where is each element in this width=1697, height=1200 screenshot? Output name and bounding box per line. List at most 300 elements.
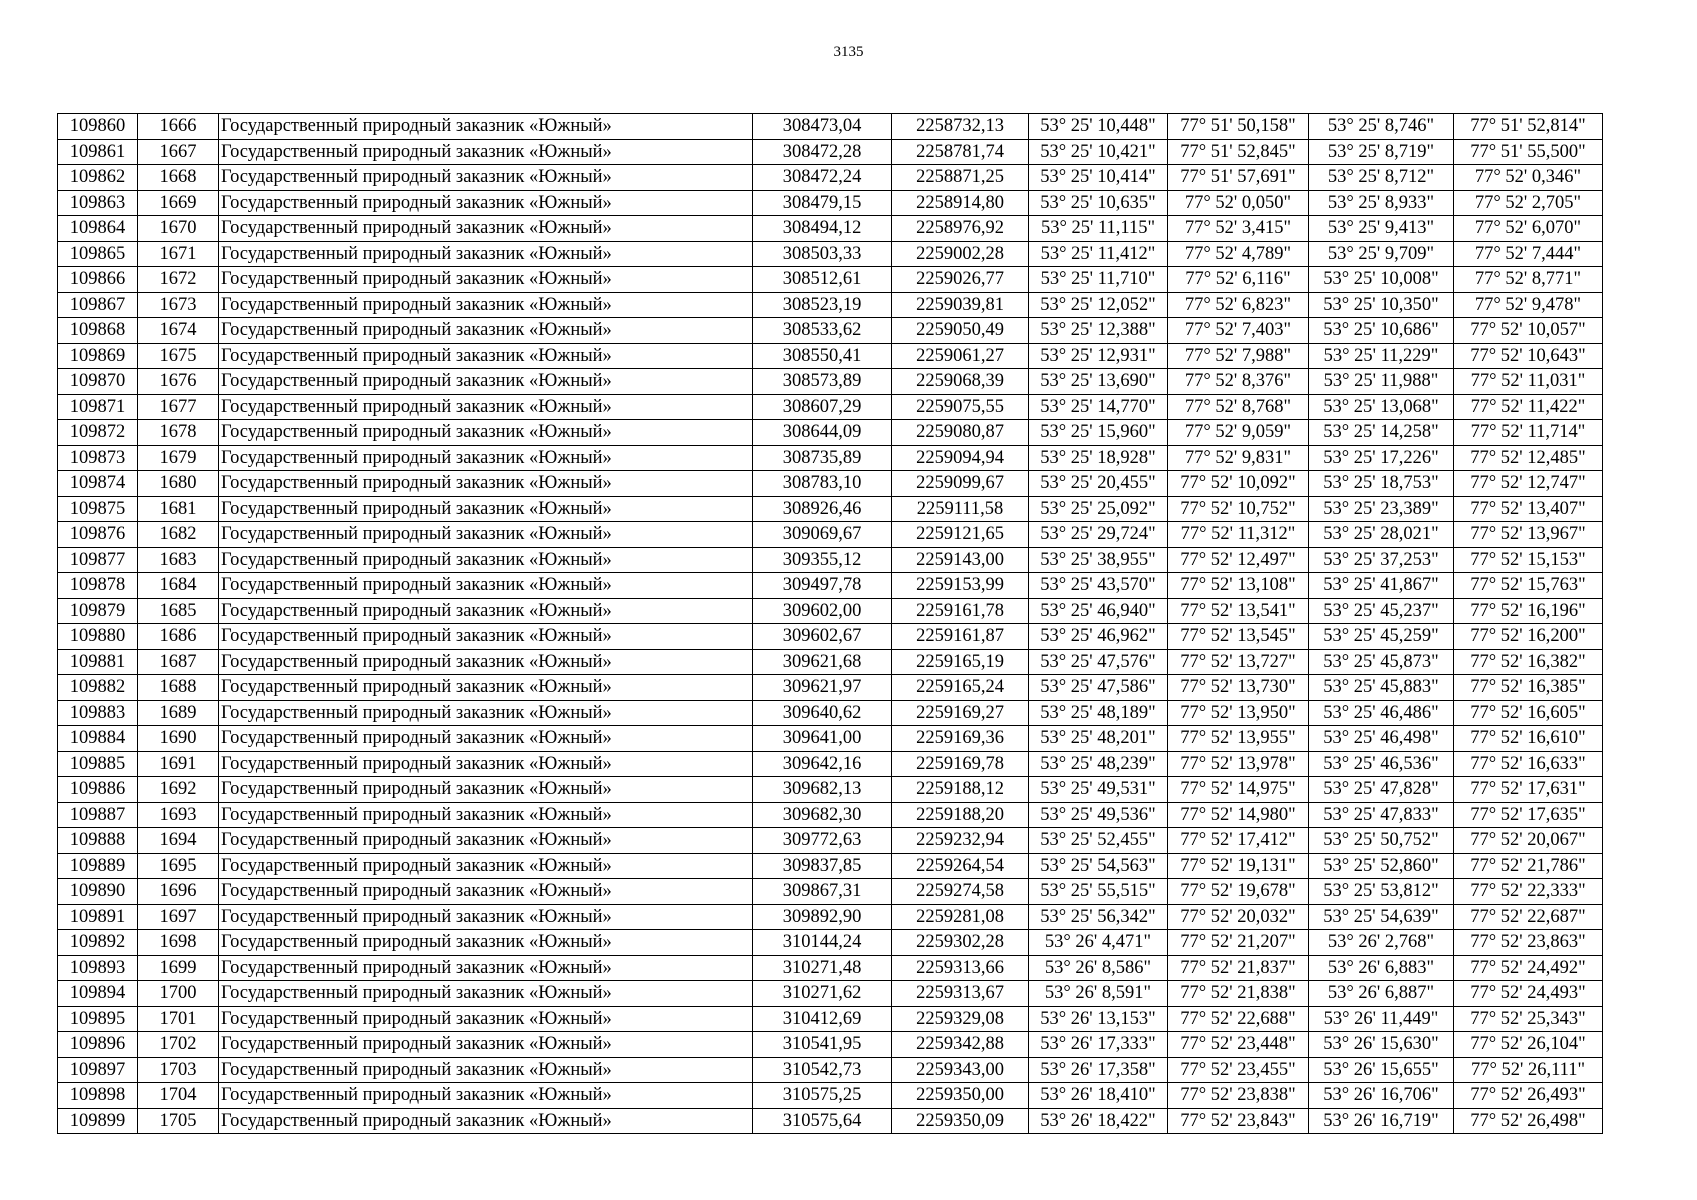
coord-y-cell: 2259161,78 [892,598,1029,624]
table-row [58,1108,1603,1134]
row-id-cell: 109894 [58,981,138,1007]
longitude-2-cell: 77° 52' 10,057" [1454,318,1603,344]
latitude-2-cell: 53° 25' 9,709" [1309,241,1454,267]
coord-x-cell: 310144,24 [753,930,892,956]
coord-x-cell: 308533,62 [753,318,892,344]
latitude-2-cell: 53° 25' 14,258" [1309,420,1454,446]
latitude-1-cell: 53° 25' 43,570" [1029,573,1168,599]
latitude-1-cell: 53° 25' 46,962" [1029,624,1168,650]
longitude-1-cell: 77° 52' 8,376" [1168,369,1309,395]
point-number-cell: 1685 [138,598,219,624]
coord-x-cell: 309642,16 [753,751,892,777]
longitude-2-cell: 77° 52' 24,492" [1454,955,1603,981]
point-number-cell: 1680 [138,471,219,497]
latitude-2-cell: 53° 26' 16,719" [1309,1108,1454,1134]
coord-y-cell: 2259165,24 [892,675,1029,701]
row-id-cell: 109893 [58,955,138,981]
latitude-2-cell: 53° 25' 54,639" [1309,904,1454,930]
longitude-1-cell: 77° 52' 12,497" [1168,547,1309,573]
row-id-cell: 109860 [58,114,138,140]
coord-x-cell: 309867,31 [753,879,892,905]
zone-name-cell: Государственный природный заказник «Южный» [219,114,753,140]
coord-y-cell: 2259313,66 [892,955,1029,981]
coord-y-cell: 2259302,28 [892,930,1029,956]
zone-name-cell: Государственный природный заказник «Южный» [219,292,753,318]
table-row [58,802,1603,828]
zone-name-cell: Государственный природный заказник «Южный» [219,930,753,956]
coord-y-cell: 2259039,81 [892,292,1029,318]
point-number-cell: 1691 [138,751,219,777]
longitude-1-cell: 77° 52' 23,455" [1168,1057,1309,1083]
point-number-cell: 1698 [138,930,219,956]
zone-name-cell: Государственный природный заказник «Южный» [219,981,753,1007]
coord-y-cell: 2259075,55 [892,394,1029,420]
longitude-1-cell: 77° 52' 13,978" [1168,751,1309,777]
coord-y-cell: 2259350,00 [892,1083,1029,1109]
zone-name-cell: Государственный природный заказник «Южный» [219,624,753,650]
table-row [58,649,1603,675]
row-id-cell: 109898 [58,1083,138,1109]
latitude-2-cell: 53° 26' 6,887" [1309,981,1454,1007]
longitude-1-cell: 77° 52' 23,843" [1168,1108,1309,1134]
longitude-2-cell: 77° 52' 15,153" [1454,547,1603,573]
coord-x-cell: 308479,15 [753,190,892,216]
coord-x-cell: 310541,95 [753,1032,892,1058]
longitude-1-cell: 77° 52' 13,955" [1168,726,1309,752]
point-number-cell: 1677 [138,394,219,420]
latitude-2-cell: 53° 25' 46,498" [1309,726,1454,752]
latitude-1-cell: 53° 25' 11,412" [1029,241,1168,267]
coord-x-cell: 309621,68 [753,649,892,675]
zone-name-cell: Государственный природный заказник «Южный» [219,1108,753,1134]
coord-y-cell: 2258732,13 [892,114,1029,140]
longitude-2-cell: 77° 52' 6,070" [1454,216,1603,242]
latitude-1-cell: 53° 25' 11,115" [1029,216,1168,242]
point-number-cell: 1678 [138,420,219,446]
point-number-cell: 1683 [138,547,219,573]
coord-y-cell: 2259343,00 [892,1057,1029,1083]
coord-x-cell: 309641,00 [753,726,892,752]
zone-name-cell: Государственный природный заказник «Южный» [219,802,753,828]
table-row [58,598,1603,624]
coord-x-cell: 309497,78 [753,573,892,599]
longitude-2-cell: 77° 52' 16,385" [1454,675,1603,701]
latitude-1-cell: 53° 25' 46,940" [1029,598,1168,624]
table-row [58,955,1603,981]
row-id-cell: 109868 [58,318,138,344]
row-id-cell: 109888 [58,828,138,854]
zone-name-cell: Государственный природный заказник «Южный» [219,1083,753,1109]
latitude-2-cell: 53° 25' 10,350" [1309,292,1454,318]
longitude-1-cell: 77° 52' 22,688" [1168,1006,1309,1032]
coordinates-table [57,113,1603,1134]
point-number-cell: 1692 [138,777,219,803]
coord-x-cell: 309069,67 [753,522,892,548]
latitude-2-cell: 53° 25' 23,389" [1309,496,1454,522]
point-number-cell: 1674 [138,318,219,344]
coord-x-cell: 310542,73 [753,1057,892,1083]
table-row [58,700,1603,726]
table-row [58,930,1603,956]
longitude-1-cell: 77° 52' 14,980" [1168,802,1309,828]
point-number-cell: 1670 [138,216,219,242]
coord-x-cell: 309837,85 [753,853,892,879]
latitude-1-cell: 53° 25' 12,388" [1029,318,1168,344]
zone-name-cell: Государственный природный заказник «Южный» [219,445,753,471]
coord-y-cell: 2259094,94 [892,445,1029,471]
row-id-cell: 109890 [58,879,138,905]
row-id-cell: 109864 [58,216,138,242]
coord-y-cell: 2259329,08 [892,1006,1029,1032]
point-number-cell: 1682 [138,522,219,548]
row-id-cell: 109897 [58,1057,138,1083]
latitude-1-cell: 53° 25' 10,414" [1029,165,1168,191]
table-row [58,547,1603,573]
longitude-2-cell: 77° 52' 26,104" [1454,1032,1603,1058]
point-number-cell: 1694 [138,828,219,854]
coord-y-cell: 2259050,49 [892,318,1029,344]
coord-x-cell: 309772,63 [753,828,892,854]
row-id-cell: 109873 [58,445,138,471]
zone-name-cell: Государственный природный заказник «Южный» [219,879,753,905]
latitude-2-cell: 53° 25' 8,933" [1309,190,1454,216]
zone-name-cell: Государственный природный заказник «Южный» [219,751,753,777]
latitude-2-cell: 53° 25' 10,686" [1309,318,1454,344]
longitude-1-cell: 77° 52' 10,092" [1168,471,1309,497]
zone-name-cell: Государственный природный заказник «Южный» [219,496,753,522]
coord-y-cell: 2259099,67 [892,471,1029,497]
zone-name-cell: Государственный природный заказник «Южный» [219,573,753,599]
table-row [58,879,1603,905]
row-id-cell: 109885 [58,751,138,777]
coord-y-cell: 2259111,58 [892,496,1029,522]
longitude-2-cell: 77° 52' 16,610" [1454,726,1603,752]
table-row [58,114,1603,140]
point-number-cell: 1700 [138,981,219,1007]
latitude-1-cell: 53° 25' 48,201" [1029,726,1168,752]
longitude-1-cell: 77° 52' 13,108" [1168,573,1309,599]
longitude-1-cell: 77° 52' 13,730" [1168,675,1309,701]
latitude-2-cell: 53° 26' 15,655" [1309,1057,1454,1083]
row-id-cell: 109861 [58,139,138,165]
zone-name-cell: Государственный природный заказник «Южный» [219,394,753,420]
coord-y-cell: 2258871,25 [892,165,1029,191]
latitude-2-cell: 53° 25' 53,812" [1309,879,1454,905]
coord-x-cell: 308735,89 [753,445,892,471]
zone-name-cell: Государственный природный заказник «Южный» [219,828,753,854]
longitude-1-cell: 77° 52' 19,131" [1168,853,1309,879]
point-number-cell: 1672 [138,267,219,293]
latitude-1-cell: 53° 25' 12,931" [1029,343,1168,369]
point-number-cell: 1703 [138,1057,219,1083]
point-number-cell: 1704 [138,1083,219,1109]
point-number-cell: 1690 [138,726,219,752]
longitude-2-cell: 77° 52' 9,478" [1454,292,1603,318]
longitude-1-cell: 77° 52' 11,312" [1168,522,1309,548]
table-row [58,139,1603,165]
row-id-cell: 109872 [58,420,138,446]
row-id-cell: 109875 [58,496,138,522]
zone-name-cell: Государственный природный заказник «Южный» [219,522,753,548]
longitude-2-cell: 77° 52' 12,485" [1454,445,1603,471]
longitude-2-cell: 77° 52' 12,747" [1454,471,1603,497]
latitude-1-cell: 53° 26' 8,591" [1029,981,1168,1007]
coord-y-cell: 2259080,87 [892,420,1029,446]
row-id-cell: 109892 [58,930,138,956]
latitude-2-cell: 53° 25' 17,226" [1309,445,1454,471]
longitude-2-cell: 77° 52' 11,422" [1454,394,1603,420]
latitude-2-cell: 53° 25' 37,253" [1309,547,1454,573]
zone-name-cell: Государственный природный заказник «Южный» [219,241,753,267]
longitude-1-cell: 77° 52' 7,988" [1168,343,1309,369]
longitude-2-cell: 77° 52' 21,786" [1454,853,1603,879]
latitude-2-cell: 53° 26' 16,706" [1309,1083,1454,1109]
coord-x-cell: 308573,89 [753,369,892,395]
table-row [58,343,1603,369]
row-id-cell: 109869 [58,343,138,369]
table-row [58,394,1603,420]
longitude-1-cell: 77° 52' 9,831" [1168,445,1309,471]
coord-y-cell: 2259350,09 [892,1108,1029,1134]
latitude-2-cell: 53° 25' 28,021" [1309,522,1454,548]
longitude-2-cell: 77° 51' 55,500" [1454,139,1603,165]
latitude-1-cell: 53° 25' 29,724" [1029,522,1168,548]
coord-x-cell: 308512,61 [753,267,892,293]
coord-y-cell: 2259188,20 [892,802,1029,828]
latitude-1-cell: 53° 25' 18,928" [1029,445,1168,471]
coord-y-cell: 2259068,39 [892,369,1029,395]
zone-name-cell: Государственный природный заказник «Южный» [219,649,753,675]
coord-x-cell: 308473,04 [753,114,892,140]
coord-y-cell: 2259026,77 [892,267,1029,293]
coord-y-cell: 2258914,80 [892,190,1029,216]
longitude-1-cell: 77° 52' 10,752" [1168,496,1309,522]
latitude-1-cell: 53° 25' 47,586" [1029,675,1168,701]
coord-x-cell: 310271,62 [753,981,892,1007]
point-number-cell: 1688 [138,675,219,701]
coord-x-cell: 309640,62 [753,700,892,726]
latitude-1-cell: 53° 25' 14,770" [1029,394,1168,420]
table-row [58,522,1603,548]
zone-name-cell: Государственный природный заказник «Южный» [219,139,753,165]
point-number-cell: 1699 [138,955,219,981]
longitude-2-cell: 77° 52' 2,705" [1454,190,1603,216]
latitude-1-cell: 53° 25' 55,515" [1029,879,1168,905]
row-id-cell: 109870 [58,369,138,395]
latitude-2-cell: 53° 25' 10,008" [1309,267,1454,293]
longitude-2-cell: 77° 52' 23,863" [1454,930,1603,956]
row-id-cell: 109871 [58,394,138,420]
latitude-2-cell: 53° 25' 45,237" [1309,598,1454,624]
table-row [58,751,1603,777]
longitude-2-cell: 77° 52' 7,444" [1454,241,1603,267]
zone-name-cell: Государственный природный заказник «Южный» [219,853,753,879]
table-row [58,624,1603,650]
point-number-cell: 1687 [138,649,219,675]
latitude-2-cell: 53° 25' 18,753" [1309,471,1454,497]
longitude-1-cell: 77° 52' 23,448" [1168,1032,1309,1058]
latitude-1-cell: 53° 26' 17,358" [1029,1057,1168,1083]
latitude-1-cell: 53° 25' 49,536" [1029,802,1168,828]
longitude-1-cell: 77° 51' 52,845" [1168,139,1309,165]
latitude-1-cell: 53° 26' 4,471" [1029,930,1168,956]
coord-y-cell: 2259281,08 [892,904,1029,930]
latitude-1-cell: 53° 25' 20,455" [1029,471,1168,497]
row-id-cell: 109895 [58,1006,138,1032]
longitude-2-cell: 77° 52' 0,346" [1454,165,1603,191]
latitude-2-cell: 53° 25' 8,746" [1309,114,1454,140]
zone-name-cell: Государственный природный заказник «Южный» [219,420,753,446]
table-row [58,981,1603,1007]
longitude-2-cell: 77° 51' 52,814" [1454,114,1603,140]
table-row [58,1006,1603,1032]
latitude-2-cell: 53° 26' 2,768" [1309,930,1454,956]
longitude-1-cell: 77° 51' 57,691" [1168,165,1309,191]
row-id-cell: 109891 [58,904,138,930]
latitude-2-cell: 53° 25' 50,752" [1309,828,1454,854]
coord-x-cell: 309355,12 [753,547,892,573]
table-row [58,1057,1603,1083]
point-number-cell: 1668 [138,165,219,191]
longitude-2-cell: 77° 52' 26,111" [1454,1057,1603,1083]
latitude-1-cell: 53° 25' 25,092" [1029,496,1168,522]
coord-x-cell: 308926,46 [753,496,892,522]
row-id-cell: 109863 [58,190,138,216]
latitude-2-cell: 53° 25' 45,883" [1309,675,1454,701]
point-number-cell: 1696 [138,879,219,905]
longitude-2-cell: 77° 52' 26,493" [1454,1083,1603,1109]
longitude-2-cell: 77° 52' 17,631" [1454,777,1603,803]
latitude-1-cell: 53° 25' 52,455" [1029,828,1168,854]
coord-y-cell: 2259161,87 [892,624,1029,650]
longitude-2-cell: 77° 52' 13,967" [1454,522,1603,548]
latitude-1-cell: 53° 26' 18,410" [1029,1083,1168,1109]
row-id-cell: 109886 [58,777,138,803]
longitude-1-cell: 77° 52' 21,207" [1168,930,1309,956]
table-row [58,241,1603,267]
longitude-1-cell: 77° 52' 21,838" [1168,981,1309,1007]
row-id-cell: 109882 [58,675,138,701]
longitude-1-cell: 77° 52' 8,768" [1168,394,1309,420]
latitude-1-cell: 53° 25' 12,052" [1029,292,1168,318]
table-row [58,1083,1603,1109]
table-row [58,777,1603,803]
point-number-cell: 1684 [138,573,219,599]
longitude-1-cell: 77° 52' 0,050" [1168,190,1309,216]
latitude-2-cell: 53° 25' 41,867" [1309,573,1454,599]
row-id-cell: 109878 [58,573,138,599]
zone-name-cell: Государственный природный заказник «Южный» [219,675,753,701]
coord-y-cell: 2259061,27 [892,343,1029,369]
coord-x-cell: 308783,10 [753,471,892,497]
table-body [58,114,1603,1134]
table-row [58,675,1603,701]
longitude-2-cell: 77° 52' 11,031" [1454,369,1603,395]
row-id-cell: 109881 [58,649,138,675]
table-row [58,216,1603,242]
coord-x-cell: 309892,90 [753,904,892,930]
zone-name-cell: Государственный природный заказник «Южный» [219,700,753,726]
latitude-1-cell: 53° 25' 47,576" [1029,649,1168,675]
point-number-cell: 1679 [138,445,219,471]
point-number-cell: 1673 [138,292,219,318]
latitude-1-cell: 53° 26' 18,422" [1029,1108,1168,1134]
latitude-1-cell: 53° 25' 10,448" [1029,114,1168,140]
latitude-2-cell: 53° 26' 15,630" [1309,1032,1454,1058]
coord-y-cell: 2259274,58 [892,879,1029,905]
row-id-cell: 109889 [58,853,138,879]
table-row [58,292,1603,318]
coord-x-cell: 310271,48 [753,955,892,981]
coord-x-cell: 309602,00 [753,598,892,624]
longitude-2-cell: 77° 52' 8,771" [1454,267,1603,293]
zone-name-cell: Государственный природный заказник «Южный» [219,190,753,216]
coord-x-cell: 308494,12 [753,216,892,242]
table-row [58,726,1603,752]
longitude-2-cell: 77° 52' 16,633" [1454,751,1603,777]
longitude-2-cell: 77° 52' 16,382" [1454,649,1603,675]
coord-y-cell: 2259313,67 [892,981,1029,1007]
zone-name-cell: Государственный природный заказник «Южный» [219,547,753,573]
longitude-2-cell: 77° 52' 26,498" [1454,1108,1603,1134]
latitude-2-cell: 53° 25' 9,413" [1309,216,1454,242]
latitude-2-cell: 53° 25' 11,229" [1309,343,1454,369]
row-id-cell: 109874 [58,471,138,497]
longitude-2-cell: 77° 52' 16,196" [1454,598,1603,624]
table-row [58,828,1603,854]
coord-y-cell: 2259264,54 [892,853,1029,879]
latitude-2-cell: 53° 25' 8,719" [1309,139,1454,165]
latitude-1-cell: 53° 25' 10,635" [1029,190,1168,216]
row-id-cell: 109876 [58,522,138,548]
latitude-2-cell: 53° 25' 46,536" [1309,751,1454,777]
point-number-cell: 1689 [138,700,219,726]
longitude-1-cell: 77° 52' 20,032" [1168,904,1309,930]
longitude-2-cell: 77° 52' 17,635" [1454,802,1603,828]
coord-y-cell: 2258976,92 [892,216,1029,242]
zone-name-cell: Государственный природный заказник «Южный» [219,369,753,395]
longitude-1-cell: 77° 52' 19,678" [1168,879,1309,905]
longitude-2-cell: 77° 52' 15,763" [1454,573,1603,599]
longitude-2-cell: 77° 52' 22,333" [1454,879,1603,905]
row-id-cell: 109877 [58,547,138,573]
table-row [58,1032,1603,1058]
table-row [58,420,1603,446]
coord-x-cell: 308472,24 [753,165,892,191]
point-number-cell: 1686 [138,624,219,650]
latitude-2-cell: 53° 25' 46,486" [1309,700,1454,726]
table-row [58,496,1603,522]
coord-x-cell: 308503,33 [753,241,892,267]
row-id-cell: 109884 [58,726,138,752]
longitude-1-cell: 77° 52' 13,727" [1168,649,1309,675]
longitude-1-cell: 77° 52' 23,838" [1168,1083,1309,1109]
coord-y-cell: 2259165,19 [892,649,1029,675]
table-row [58,165,1603,191]
coord-x-cell: 310412,69 [753,1006,892,1032]
longitude-1-cell: 77° 52' 17,412" [1168,828,1309,854]
row-id-cell: 109867 [58,292,138,318]
row-id-cell: 109896 [58,1032,138,1058]
point-number-cell: 1702 [138,1032,219,1058]
coord-x-cell: 309682,13 [753,777,892,803]
row-id-cell: 109879 [58,598,138,624]
longitude-1-cell: 77° 52' 13,541" [1168,598,1309,624]
latitude-2-cell: 53° 26' 11,449" [1309,1006,1454,1032]
table-row [58,904,1603,930]
row-id-cell: 109866 [58,267,138,293]
latitude-1-cell: 53° 25' 56,342" [1029,904,1168,930]
